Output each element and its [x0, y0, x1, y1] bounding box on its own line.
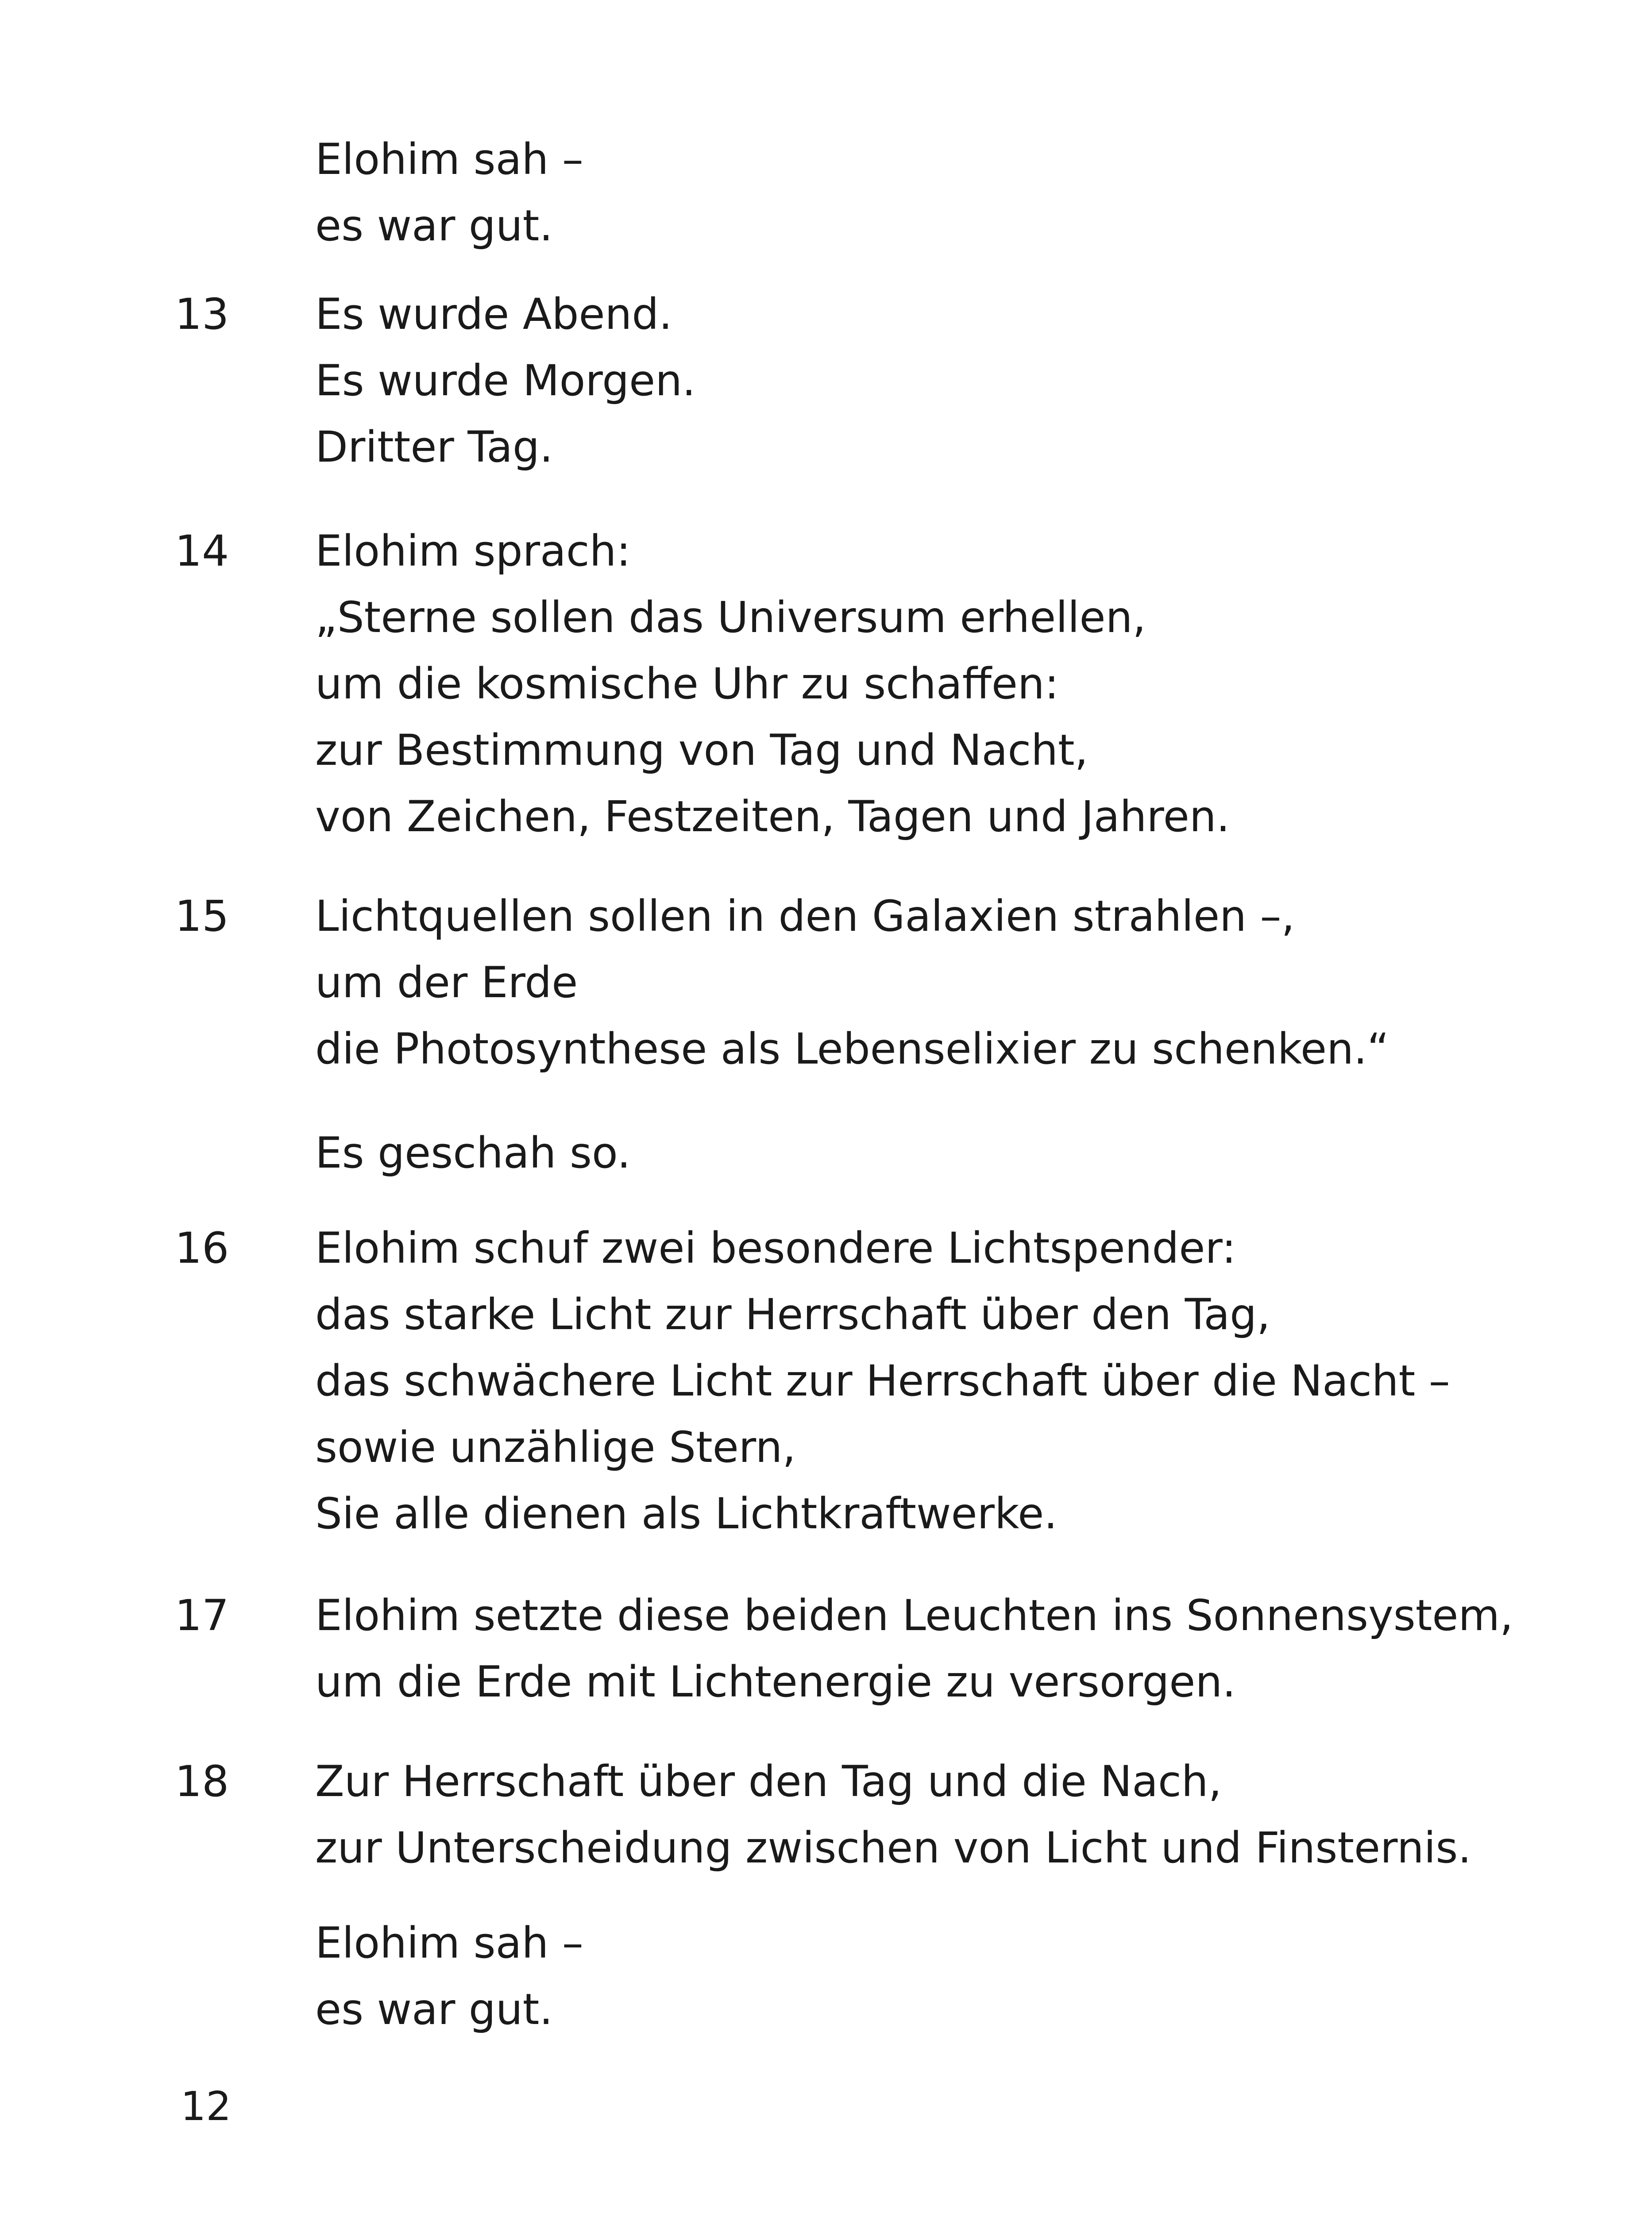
verse-line: das schwächere Licht zur Herrschaft über die Nacht –	[315, 1356, 1450, 1406]
verse-line: zur Bestimmung von Tag und Nacht,	[315, 725, 1088, 775]
verse-line: Zur Herrschaft über den Tag und die Nach,	[315, 1757, 1222, 1806]
verse-lines	[315, 1215, 1599, 1547]
verse-number: 16	[175, 1223, 229, 1273]
verse-line: um der Erde	[315, 958, 578, 1007]
verse-lines	[315, 1910, 1599, 2043]
verse-line: Elohim sprach:	[315, 526, 631, 576]
verse-number: 17	[175, 1591, 229, 1640]
verse-line: Es wurde Morgen.	[315, 356, 696, 405]
verse-line: von Zeichen, Festzeiten, Tagen und Jahren.	[315, 792, 1230, 841]
verse-number: 18	[175, 1757, 229, 1806]
verse-line: Es wurde Abend.	[315, 289, 672, 339]
verse-line: Dritter Tag.	[315, 422, 553, 472]
verse-line: Elohim sah –	[315, 1918, 583, 1968]
verse-line: es war gut.	[315, 1985, 553, 2034]
verse-line: es war gut.	[315, 201, 553, 251]
verse-line: Elohim schuf zwei besondere Lichtspender:	[315, 1223, 1236, 1273]
verse-line: Elohim sah –	[315, 135, 583, 184]
verse-lines	[315, 281, 1599, 480]
verse-number: 14	[175, 526, 229, 576]
verse-line: Elohim setzte diese beiden Leuchten ins Sonnensystem,	[315, 1591, 1513, 1640]
verse-line: „Sterne sollen das Universum erhellen,	[315, 593, 1146, 642]
verse-line: Sie alle dienen als Lichtkraftwerke.	[315, 1489, 1058, 1538]
verse-lines	[315, 1582, 1599, 1715]
verse-number: 15	[175, 891, 229, 941]
verse-line: das starke Licht zur Herrschaft über den Tag,	[315, 1290, 1270, 1339]
verse-line: Lichtquellen sollen in den Galaxien strahlen –,	[315, 891, 1295, 941]
verse-line: die Photosynthese als Lebenselixier zu schenken.“	[315, 1024, 1390, 1074]
verse-line: um die Erde mit Lichtenergie zu versorgen.	[315, 1657, 1236, 1707]
verse-lines	[315, 518, 1599, 850]
verse-line: sowie unzählige Stern,	[315, 1423, 796, 1472]
verse-lines	[315, 126, 1599, 259]
verse-number: 13	[175, 289, 229, 339]
verse-line: um die kosmische Uhr zu schaffen:	[315, 659, 1059, 709]
verse-line: Es geschah so.	[315, 1128, 631, 1178]
verse-lines	[315, 883, 1599, 1082]
page-number: 12	[181, 2083, 232, 2130]
verse-lines	[315, 1748, 1599, 1881]
verse-line: zur Unterscheidung zwischen von Licht und Finsternis.	[315, 1823, 1471, 1873]
verse-lines	[315, 1120, 1599, 1186]
